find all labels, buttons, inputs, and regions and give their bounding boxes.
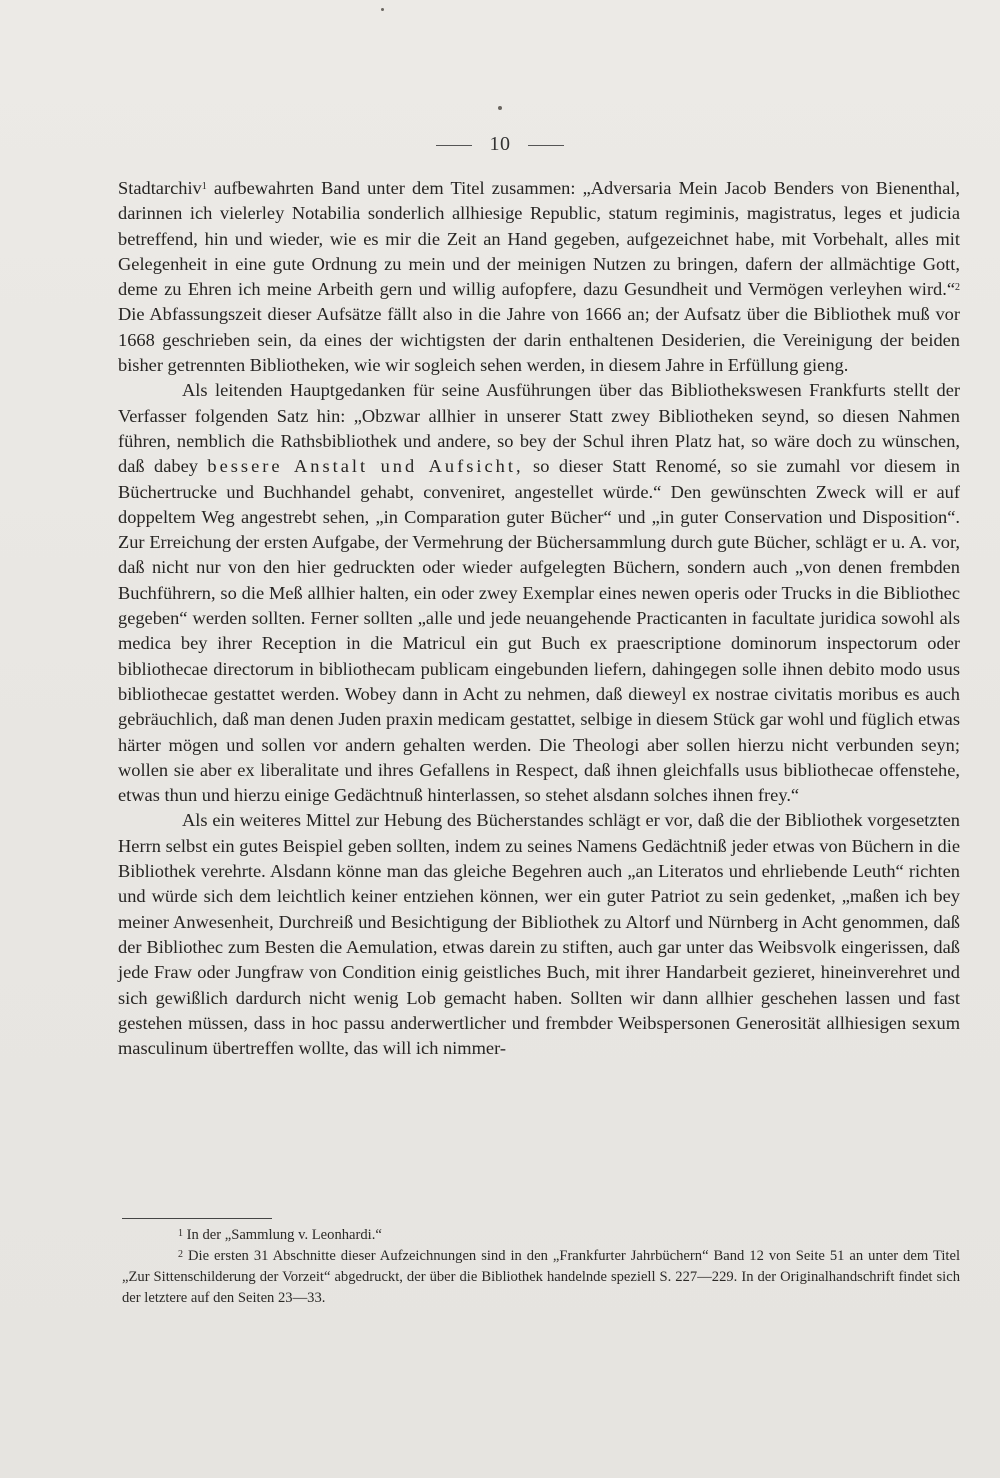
footnote-1-text: In der „Sammlung v. Leonhardi.“	[183, 1227, 382, 1243]
header-dash-left	[436, 145, 472, 146]
paragraph-1	[118, 176, 960, 378]
footnote-ref-1: 1	[201, 181, 207, 192]
paragraph-2-end: so dieser Statt Renomé, so sie zumahl vor diesem in Büchertrucke und Buchhandel gehabt, conveniret, angestellet würde.“ Den gewünschten Zweck will er auf doppeltem Weg angestrebt sehen, „in Comparation guter Bücher“ und „in guter Conservation und Disposition“. Zur Erreichung der ersten Aufgabe, der Vermehrung der Büchersammlung durch gute Bücher, schlägt er u. A. vor, daß nicht nur von den hier gedruckten oder wieder aufgelegten Büchern, sondern auch „von denen frembden Buchführern, so die Meß allhier halten, ein oder zwey Exemplar eines newen operis oder Trucks in die Bibliothec gegeben“ werden sollten. Ferner sollten „alle und jede neuangehende Practicanten in facultate juridica sowohl als medica bey ihrer Reception in die Matricul ein gut Buch ex praescriptione dominorum inspectorum oder bibliothecae directorum in bibliothecam publicam eingebunden liefern, dahingegen solle ihnen debito modo usus bibliothecae gestattet werden. Wobey dann in Acht zu nehmen, daß dieweyl ex nostrae civitatis moribus es auch gebräuchlich, daß man denen Juden praxin medicam gestattet, selbige in diesem Stück gar wohl und füglich etwas härter mögen und sollen vor andern gehalten werden. Die Theologi aber sollen hierzu nicht verbunden seyn; wollen sie aber ex liberalitate und ihres Gefallens in Respect, daß ihnen gleichfalls usus bibliothecae offenstehe, etwas thun und hierzu einige Gedächtnuß hinterlassen, so stehet alsdann solches ihnen frey.“	[118, 456, 960, 806]
paragraph-1-end: Die Abfassungszeit dieser Aufsätze fällt also in die Jahre von 1666 an; der Aufsatz über die Bibliothek muß vor 1668 geschrieben sein, da eines der wichtigsten der darin enthaltenen Desiderien, die Vereinigung der beiden bisher getrennten Bibliotheken, wie wir sogleich sehen werden, in diesem Jahre in Erfüllung gieng.	[118, 304, 960, 376]
footnote-separator	[122, 1218, 272, 1219]
paragraph-2	[118, 378, 960, 808]
page-number: 10	[489, 133, 511, 155]
footnote-2-marker: 2	[178, 1249, 183, 1260]
footnote-1	[122, 1225, 960, 1246]
footnote-2-text: Die ersten 31 Abschnitte dieser Aufzeichnungen sind in den „Frankfurter Jahrbüchern“ Band 12 von Seite 51 an unter dem Titel „Zur Sittenschilderung der Vorzeit“ abgedruckt, der über die Bibliothek handelnde speziell S. 227—229. In der Originalhandschrift findet sich der letztere auf den Seiten 23—33.	[122, 1248, 960, 1306]
page-header	[0, 133, 1000, 156]
paragraph-1-start: Stadtarchiv	[118, 178, 202, 198]
footnote-ref-2: 2	[955, 282, 960, 294]
footnote-2	[122, 1246, 960, 1309]
ink-speck	[381, 8, 384, 11]
header-dash-right	[528, 145, 564, 146]
footnote-1-marker: 1	[178, 1228, 183, 1239]
emphasized-phrase: bessere Anstalt und Aufsicht,	[207, 456, 524, 477]
ink-speck	[498, 106, 502, 110]
paragraph-3: Als ein weiteres Mittel zur Hebung des Bücherstandes schlägt er vor, daß die der Bibliothek vorgesetzten Herrn selbst ein gutes Beispiel geben sollten, indem zu seines Namens Gedächtniß jeder etwas von Büchern in die Bibliothek verehrte. Alsdann könne man das gleiche Begehren auch „an Literatos und ehrliebende Leuth“ richten und würde sich dem leichtlich keiner entziehen können, wer ein guter Patriot zu sein gedenket, „maßen ich bey meiner Anwesenheit, Durchreiß und Besichtigung der Bibliothek zu Altorf und Nürnberg in Acht genommen, daß der Bibliothec zum Besten die Aemulation, etwas darein zu stiften, auch gar unter das Weibsvolk eingerissen, daß jede Fraw oder Jungfraw von Condition einig geistliches Buch, mit ihrer Handarbeit gezieret, hineinverehret und sich gewißlich dardurch nicht wenig Lob gemacht haben. Sollten wir dann allhier geschehen lassen und fast gestehen müssen, dass in hoc passu anderwertlicher und frembder Weibspersonen Generosität allhiesigen sexum masculinum übertreffen wollte, das will ich nimmer-	[118, 810, 960, 1059]
footnotes	[122, 1225, 960, 1309]
body-text	[118, 176, 960, 1061]
paragraph-2-start: Als leitenden Hauptgedanken für seine Ausführungen über das Bibliothekswesen Frankfurts stellt der Verfasser folgenden Satz hin: „Obzwar allhier in unserer Statt zwey Bibliotheken seynd, so diesen Nahmen führen, nemblich die Rathsbibliothek und andere, so bey der Schul ihren Platz hat, so wäre doch zu wünschen, daß dabey	[118, 380, 960, 477]
paragraph-1-middle: aufbewahrten Band unter dem Titel zusammen: „Adversaria Mein Jacob Benders von Bienenthal, darinnen ich vielerley Notabilia sonderlich allhiesige Republic, statum regiminis, magistratus, leges et judicia betreffend, hin und wieder, wie es mir die Zeit an Hand gegeben, aufgezeichnet habe, mit Vorbehalt, alles mit Gelegenheit in eine gute Ordnung zu mein und der meinigen Nutzen zu bringen, dafern der allmächtige Gott, deme zu Ehren ich meine Arbeith gern und willig aufopfere, dazu Gesundheit und Vermögen verleyhen wird.“	[118, 178, 960, 300]
